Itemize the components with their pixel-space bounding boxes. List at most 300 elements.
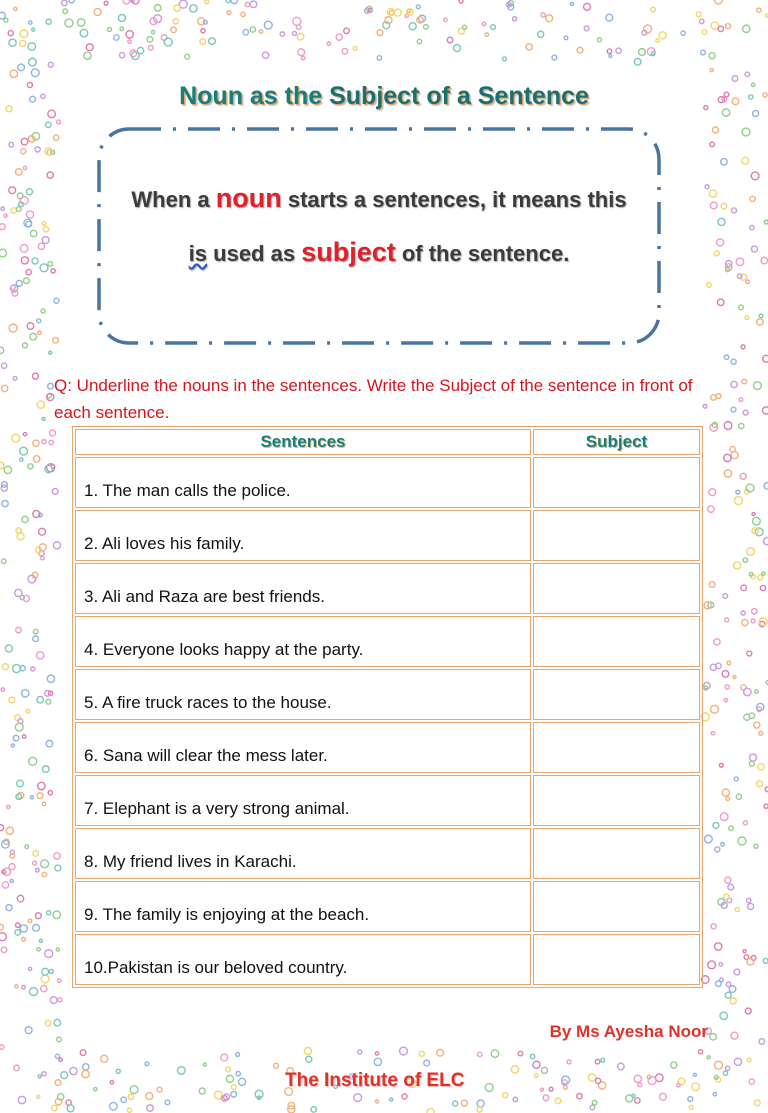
confetti-dot <box>513 17 517 21</box>
confetti-dot <box>747 651 752 656</box>
confetti-dot <box>744 688 752 696</box>
confetti-dot <box>39 939 42 942</box>
sentence-cell: 2. Ali loves his family. <box>75 510 531 561</box>
confetti-dot <box>459 0 463 3</box>
confetti-dot <box>70 1067 77 1074</box>
table-row <box>75 775 700 826</box>
confetti-dot <box>152 30 155 33</box>
confetti-dot <box>607 49 612 54</box>
table-row <box>75 828 700 879</box>
confetti-dot <box>743 558 747 562</box>
confetti-dot <box>15 930 21 936</box>
header-subject: Subject <box>533 429 700 455</box>
confetti-dot <box>447 37 453 43</box>
confetti-dot <box>736 490 740 494</box>
confetti-dot <box>255 1090 263 1098</box>
confetti-dot <box>714 251 719 256</box>
confetti-dot <box>595 1059 600 1064</box>
confetti-dot <box>592 1100 597 1105</box>
confetti-dot <box>763 355 768 362</box>
confetti-dot <box>590 1105 595 1110</box>
confetti-dot <box>9 697 15 703</box>
confetti-dot <box>20 245 28 253</box>
subject-answer-cell[interactable] <box>533 775 700 826</box>
confetti-dot <box>53 542 60 549</box>
confetti-dot <box>13 735 19 741</box>
confetti-dot <box>21 257 28 264</box>
confetti-dot <box>137 47 143 53</box>
confetti-dot <box>26 709 30 713</box>
confetti-dot <box>705 835 713 843</box>
confetti-dot <box>16 923 21 928</box>
confetti-dot <box>48 110 56 118</box>
confetti-dot <box>598 38 602 42</box>
confetti-dot <box>37 652 44 659</box>
confetti-dot <box>709 582 715 588</box>
confetti-dot <box>42 1072 46 1076</box>
confetti-dot <box>42 222 46 226</box>
confetti-dot <box>734 777 738 781</box>
confetti-dot <box>764 804 768 808</box>
confetti-dot <box>16 280 22 286</box>
confetti-dot <box>33 851 38 856</box>
confetti-dot <box>45 1020 51 1026</box>
confetti-dot <box>37 696 44 703</box>
confetti-dot <box>740 473 746 479</box>
confetti-dot <box>16 528 21 533</box>
subject-answer-cell[interactable] <box>533 669 700 720</box>
confetti-dot <box>94 1088 97 1091</box>
confetti-dot <box>29 21 32 24</box>
confetti-dot <box>755 1100 761 1106</box>
confetti-dot <box>708 506 714 512</box>
subject-answer-cell[interactable] <box>533 828 700 879</box>
table-row <box>75 881 700 932</box>
confetti-dot <box>763 537 768 544</box>
confetti-dot <box>236 1071 240 1075</box>
confetti-dot <box>753 517 761 525</box>
confetti-dot <box>83 1064 89 1070</box>
confetti-dot <box>243 29 248 34</box>
confetti-dot <box>541 13 545 17</box>
confetti-dot <box>477 1107 482 1112</box>
confetti-dot <box>416 5 420 9</box>
confetti-dot <box>491 1050 499 1058</box>
confetti-dot <box>24 278 30 284</box>
confetti-dot <box>737 274 742 279</box>
confetti-dot <box>35 147 40 152</box>
confetti-dot <box>274 1063 279 1068</box>
confetti-dot <box>17 780 24 787</box>
confetti-dot <box>53 911 61 919</box>
confetti-dot <box>30 988 38 996</box>
confetti-dot <box>0 933 6 941</box>
confetti-dot <box>146 1093 153 1100</box>
confetti-dot <box>161 35 167 41</box>
confetti-dot <box>9 142 14 147</box>
confetti-dot <box>4 18 8 22</box>
confetti-dot <box>0 462 4 469</box>
confetti-dot <box>63 9 68 14</box>
confetti-dot <box>13 377 17 381</box>
confetti-dot <box>221 1054 228 1061</box>
subject-answer-cell[interactable] <box>533 563 700 614</box>
confetti-dot <box>746 280 749 283</box>
confetti-dot <box>741 345 745 349</box>
confetti-dot <box>0 347 4 354</box>
sentence-cell: 4. Everyone looks happy at the party. <box>75 616 531 667</box>
confetti-dot <box>50 997 57 1004</box>
confetti-dot <box>725 685 729 689</box>
confetti-dot <box>148 45 153 50</box>
confetti-dot <box>731 1032 738 1039</box>
confetti-dot <box>0 1045 4 1049</box>
confetti-dot <box>61 0 67 6</box>
confetti-dot <box>1 385 7 391</box>
confetti-dot <box>728 884 734 890</box>
confetti-dot <box>724 699 727 702</box>
confetti-dot <box>635 1098 640 1103</box>
confetti-dot <box>757 707 762 712</box>
confetti-dot <box>745 316 749 320</box>
confetti-dot <box>374 1058 381 1065</box>
confetti-dot <box>41 556 45 560</box>
confetti-dot <box>711 924 716 929</box>
confetti-dot <box>638 1083 642 1087</box>
confetti-dot <box>54 298 59 303</box>
confetti-dot <box>130 50 137 57</box>
confetti-dot <box>42 417 45 420</box>
confetti-dot <box>0 825 4 831</box>
confetti-dot <box>632 1094 635 1097</box>
confetti-dot <box>239 1078 246 1085</box>
confetti-dot <box>1 207 5 211</box>
confetti-dot <box>513 1097 518 1102</box>
confetti-dot <box>27 323 34 330</box>
confetti-dot <box>709 190 716 197</box>
confetti-dot <box>36 868 40 872</box>
confetti-dot <box>758 764 764 770</box>
sentence-cell: 6. Sana will clear the mess later. <box>75 722 531 773</box>
confetti-dot <box>13 665 21 673</box>
confetti-dot <box>147 1105 154 1112</box>
confetti-dot <box>54 853 60 859</box>
confetti-dot <box>46 19 51 24</box>
subject-answer-cell[interactable] <box>533 722 700 773</box>
confetti-dot <box>41 975 49 983</box>
confetti-dot <box>46 740 53 747</box>
confetti-dot <box>65 19 73 27</box>
confetti-dot <box>110 1102 118 1110</box>
confetti-dot <box>49 969 53 973</box>
confetti-dot <box>757 8 761 12</box>
subject-answer-cell[interactable] <box>533 510 700 561</box>
confetti-dot <box>752 110 758 116</box>
table-row <box>75 934 700 985</box>
confetti-dot <box>17 533 24 540</box>
confetti-dot <box>32 373 38 379</box>
confetti-dot <box>485 1084 493 1092</box>
confetti-dot <box>15 589 22 596</box>
confetti-dot <box>2 664 8 670</box>
confetti-dot <box>710 69 713 72</box>
confetti-dot <box>764 220 768 224</box>
confetti-dot <box>250 27 255 32</box>
confetti-dot <box>552 55 557 60</box>
confetti-dot <box>114 35 119 40</box>
sentence-cell: 7. Elephant is a very strong animal. <box>75 775 531 826</box>
subject-answer-cell[interactable] <box>533 457 700 508</box>
confetti-dot <box>128 1094 133 1099</box>
confetti-dot <box>745 1008 751 1014</box>
confetti-dot <box>42 802 46 806</box>
keyword-subject: subject <box>301 237 396 267</box>
confetti-dot <box>38 243 44 249</box>
confetti-dot <box>145 1062 149 1066</box>
confetti-dot <box>200 39 206 45</box>
confetti-dot <box>40 264 48 272</box>
confetti-dot <box>713 1092 716 1095</box>
confetti-dot <box>250 1 257 8</box>
confetti-dot <box>742 128 750 136</box>
confetti-dot <box>126 31 133 38</box>
confetti-dot <box>21 149 26 154</box>
confetti-dot <box>199 1088 205 1094</box>
table-row <box>75 669 700 720</box>
confetti-dot <box>689 1105 693 1109</box>
confetti-dot <box>18 64 25 71</box>
confetti-dot <box>12 434 20 442</box>
confetti-dot <box>205 0 209 4</box>
confetti-dot <box>743 25 750 32</box>
table-row <box>75 563 700 614</box>
confetti-dot <box>20 196 28 204</box>
confetti-dot <box>644 25 652 33</box>
confetti-dot <box>120 27 124 31</box>
confetti-dot <box>49 430 55 436</box>
confetti-dot <box>245 2 249 6</box>
confetti-dot <box>55 1054 59 1058</box>
confetti-dot <box>11 208 16 213</box>
confetti-dot <box>749 1079 754 1084</box>
confetti-dot <box>116 1069 120 1073</box>
confetti-dot <box>758 575 763 580</box>
confetti-dot <box>42 968 49 975</box>
confetti-dot <box>715 0 723 4</box>
confetti-dot <box>714 943 721 950</box>
confetti-dot <box>41 309 45 313</box>
confetti-dot <box>725 24 730 29</box>
confetti-dot <box>698 1050 702 1054</box>
confetti-dot <box>723 1071 727 1075</box>
confetti-dot <box>677 1084 680 1087</box>
definition-line-1: When a noun starts a sentences, it means this <box>131 183 627 213</box>
confetti-dot <box>609 54 612 57</box>
confetti-dot <box>82 1070 89 1077</box>
confetti-dot <box>4 214 7 217</box>
confetti-dot <box>17 895 24 902</box>
confetti-dot <box>701 50 706 55</box>
definition-box <box>96 126 662 346</box>
confetti-dot <box>38 331 42 335</box>
confetti-dot <box>35 913 41 919</box>
confetti-dot <box>453 45 460 52</box>
confetti-dot <box>33 861 37 865</box>
confetti-dot <box>190 5 197 12</box>
confetti-dot <box>731 452 738 459</box>
confetti-dot <box>461 1100 467 1106</box>
confetti-dot <box>48 383 54 389</box>
subject-answer-cell[interactable] <box>533 881 700 932</box>
confetti-dot <box>293 31 297 35</box>
confetti-dot <box>37 948 40 951</box>
confetti-dot <box>754 382 762 390</box>
confetti-dot <box>710 202 717 209</box>
confetti-dot <box>57 120 61 124</box>
confetti-dot <box>311 1107 317 1113</box>
confetti-dot <box>731 208 736 213</box>
confetti-dot <box>760 585 765 590</box>
confetti-dot <box>23 166 26 169</box>
confetti-dot <box>53 338 59 344</box>
confetti-dot <box>49 440 53 444</box>
confetti-dot <box>94 9 101 16</box>
confetti-dot <box>32 258 38 264</box>
confetti-dot <box>659 1093 666 1100</box>
subject-answer-cell[interactable] <box>533 934 700 985</box>
confetti-dot <box>32 28 35 31</box>
confetti-dot <box>26 211 33 218</box>
confetti-dot <box>735 497 743 505</box>
confetti-dot <box>46 122 52 128</box>
confetti-dot <box>209 38 216 45</box>
confetti-dot <box>538 31 544 37</box>
confetti-dot <box>723 594 728 599</box>
confetti-dot <box>543 1095 549 1101</box>
confetti-dot <box>541 1067 547 1073</box>
confetti-dot <box>132 0 139 4</box>
confetti-dot <box>0 224 5 230</box>
confetti-dot <box>84 52 91 59</box>
confetti-dot <box>719 963 723 967</box>
confetti-dot <box>757 781 763 787</box>
confetti-dot <box>588 1074 595 1081</box>
confetti-dot <box>596 1078 601 1083</box>
confetti-dot <box>55 1080 61 1086</box>
confetti-dot <box>41 860 49 868</box>
confetti-dot <box>21 690 28 697</box>
confetti-dot <box>296 25 301 30</box>
confetti-dot <box>236 1053 240 1057</box>
worksheet-table <box>72 426 703 988</box>
confetti-dot <box>22 985 26 989</box>
confetti-dot <box>733 562 740 569</box>
table-row <box>75 616 700 667</box>
confetti-dot <box>710 142 714 146</box>
confetti-dot <box>699 19 704 24</box>
confetti-dot <box>711 732 714 735</box>
confetti-dot <box>734 969 740 975</box>
confetti-dot <box>43 766 50 773</box>
confetti-dot <box>377 30 383 36</box>
confetti-dot <box>718 26 723 31</box>
confetti-dot <box>715 1061 723 1069</box>
confetti-dot <box>241 12 245 16</box>
confetti-dot <box>10 70 17 77</box>
confetti-dot <box>55 865 61 871</box>
confetti-dot <box>4 466 11 473</box>
confetti-dot <box>31 667 35 671</box>
confetti-dot <box>42 872 46 876</box>
confetti-dot <box>42 237 49 244</box>
confetti-dot <box>30 230 36 236</box>
confetti-dot <box>56 948 59 951</box>
confetti-dot <box>759 1039 765 1045</box>
table-row <box>75 722 700 773</box>
confetti-dot <box>732 76 738 82</box>
confetti-dot <box>478 1052 482 1056</box>
confetti-dot <box>293 17 301 25</box>
confetti-dot <box>751 172 759 180</box>
confetti-dot <box>33 629 38 634</box>
subject-answer-cell[interactable] <box>533 616 700 667</box>
confetti-dot <box>721 159 727 165</box>
confetti-dot <box>12 290 18 296</box>
confetti-dot <box>264 21 272 29</box>
confetti-dot <box>130 1086 138 1094</box>
confetti-dot <box>48 791 52 795</box>
confetti-dot <box>482 22 485 25</box>
confetti-dot <box>336 34 342 40</box>
confetti-dot <box>107 27 111 31</box>
confetti-dot <box>726 982 731 987</box>
confetti-dot <box>104 1 108 5</box>
confetti-dot <box>6 827 13 834</box>
confetti-dot <box>743 821 747 825</box>
confetti-dot <box>503 57 507 61</box>
confetti-dot <box>648 1077 656 1085</box>
confetti-dot <box>1 947 7 953</box>
confetti-dot <box>692 1083 700 1091</box>
confetti-dot <box>651 52 655 56</box>
confetti-dot <box>25 845 29 849</box>
confetti-dot <box>9 864 15 870</box>
confetti-dot <box>746 898 750 902</box>
confetti-dot <box>721 842 725 846</box>
confetti-dot <box>101 1055 108 1062</box>
confetti-dot <box>29 58 37 66</box>
confetti-dot <box>61 1072 68 1079</box>
confetti-dot <box>743 950 746 953</box>
confetti-dot <box>763 958 768 963</box>
confetti-dot <box>755 528 763 536</box>
confetti-dot <box>726 797 730 801</box>
confetti-dot <box>0 249 7 257</box>
table-row <box>75 457 700 508</box>
confetti-dot <box>164 38 172 46</box>
sentence-cell: 8. My friend lives in Karachi. <box>75 828 531 879</box>
confetti-dot <box>9 39 16 46</box>
confetti-dot <box>724 355 728 359</box>
confetti-dot <box>530 1054 535 1059</box>
confetti-dot <box>33 456 39 462</box>
confetti-dot <box>8 31 13 36</box>
confetti-dot <box>696 12 701 17</box>
confetti-dot <box>231 1091 237 1097</box>
confetti-dot <box>21 138 28 145</box>
confetti-dot <box>226 1067 231 1072</box>
confetti-dot <box>719 763 723 767</box>
